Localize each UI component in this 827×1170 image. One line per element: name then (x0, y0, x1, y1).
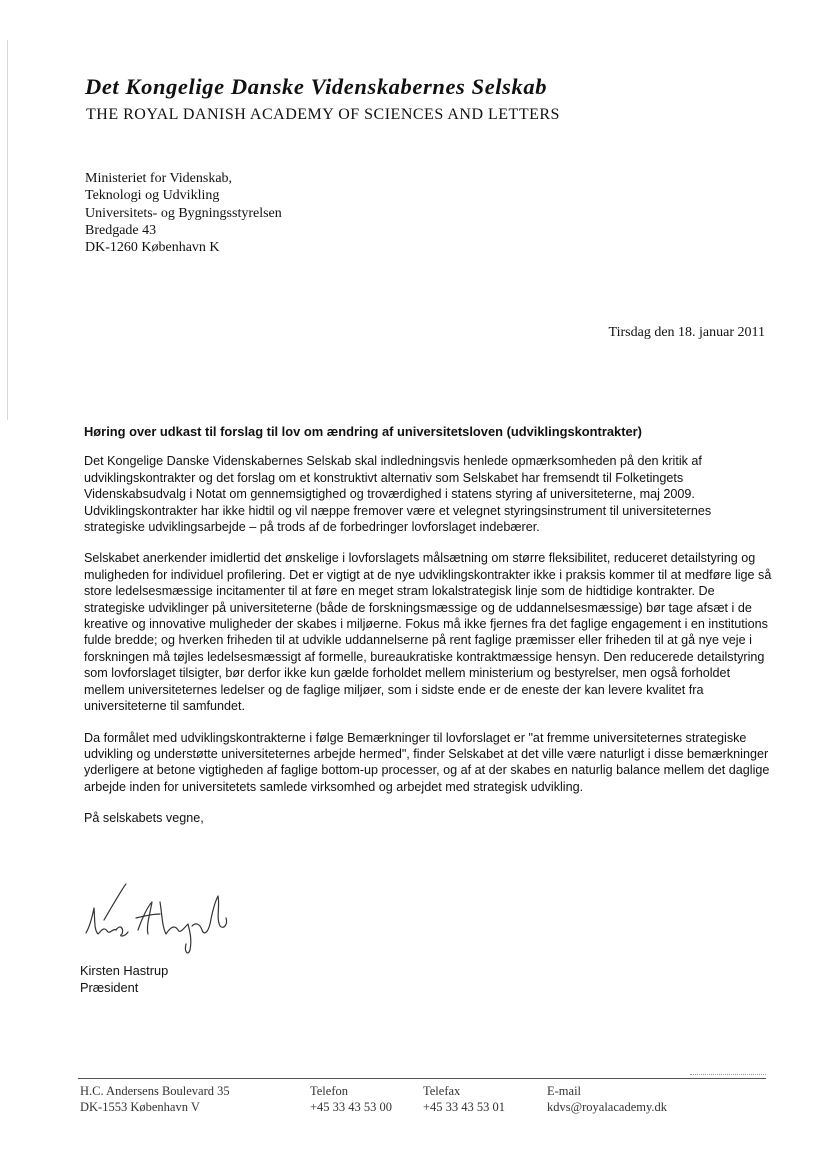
footer-divider (78, 1078, 766, 1079)
letterhead-subtitle: THE ROYAL DANISH ACADEMY OF SCIENCES AND LETTERS (86, 106, 560, 123)
address-line: Universitets- og Bygningsstyrelsen (85, 205, 282, 221)
recipient-address (85, 170, 485, 256)
footer-phone-label: Telefon (310, 1084, 348, 1098)
footer-fax-label: Telefax (423, 1084, 461, 1098)
footer-fax (423, 1083, 505, 1115)
footer-phone (310, 1083, 392, 1115)
footer-address-line: H.C. Andersens Boulevard 35 (80, 1084, 230, 1098)
footer-email-label: E-mail (547, 1084, 582, 1098)
address-line: DK-1260 København K (85, 240, 220, 256)
letterhead-title: Det Kongelige Danske Videnskabernes Selskab (85, 74, 548, 99)
handwritten-signature (80, 878, 230, 958)
signer-block (80, 962, 168, 996)
footer-address (80, 1083, 230, 1115)
footer-dotted-line (690, 1074, 766, 1075)
scan-edge-line (7, 40, 8, 420)
footer-email (547, 1083, 667, 1115)
footer-email-value[interactable]: kdvs@royalacademy.dk (547, 1100, 668, 1114)
subject-line: Høring over udkast til forslag til lov om ændring af universitetsloven (udviklingskontrakter) (84, 424, 642, 439)
address-line: Ministeriet for Videnskab, (85, 171, 233, 186)
closing-line: På selskabets vegne, (84, 811, 204, 826)
letter-date: Tirsdag den 18. januar 2011 (608, 325, 765, 340)
body-paragraph: Det Kongelige Danske Videnskabernes Selskab skal indledningsvis henlede opmærksomheden på den kritik af udviklingskontrakter og det forslag om et konstruktivt alternativ som Selskabet har fremsendt til Folketingets Videnskabsudvalg i Notat om gennemsigtighed og troværdighed i statens styring af universiteterne, maj 2009. Udviklingskontrakter har ikke hidtil og vil næppe fremover være et velegnet styringsinstrument til universiteternes strategiske udviklingsarbejde – på trods af de forbedringer lovforslaget indebærer. (84, 454, 712, 535)
body-paragraph: Da formålet med udviklingskontrakterne i følge Bemærkninger til lovforslaget er "at fremme universiteternes strategiske udvikling og understøtte universiteternes arbejde hermed", finder Selskabet at det ville være naturligt i disse bemærkninger yderligere at betone vigtigheden af faglige bottom-up processer, og af at der skabes en naturlig balance mellem det daglige arbejde inden for universitetets samlede virksomhed og arbejdet med strategisk udvikling. (84, 730, 770, 794)
footer-fax-value: +45 33 43 53 01 (423, 1100, 506, 1114)
signer-name: Kirsten Hastrup (80, 963, 169, 978)
address-line: Bredgade 43 (85, 222, 157, 238)
letter-body (84, 424, 774, 842)
footer-phone-value: +45 33 43 53 00 (310, 1100, 393, 1114)
address-line: Teknologi og Udvikling (85, 188, 220, 204)
body-paragraph: Selskabet anerkender imidlertid det ønskelige i lovforslagets målsætning om større fleksibilitet, reduceret detailstyring og muligheden for individuel profilering. Det er vigtigt at de nye udviklingskontrakter ikke i praksis kommer til at medføre lige så store ledelsesmæssige incitamenter til at føre en meget stram lokalstrategisk linje som de hidtidige kontrakter. De strategiske udviklinger på universiteterne (både de forskningsmæssige og de uddannelsesmæssige) bør tage afsæt i de kreative og innovative muligheder der skabes i miljøerne. Fokus må ikke fjernes fra det faglige engagement i en institutions fulde bredde; og hverken friheden til at udvikle uddannelserne på rent faglige præmisser eller friheden til at gå nye veje i forskningen må tøjles ledelsesmæssigt af formelle, bureaukratiske kontraktmæssige hensyn. Den reducerede detailstyring som lovforslaget tilsigter, bør derfor ikke kun gælde forholdet mellem ministerium og bestyrelser, men også forholdet mellem universiteternes ledelser og de faglige miljøer, som i sidste ende er de eneste der kan levere kvalitet fra universiteterne til samfundet. (84, 551, 772, 714)
footer-address-line: DK-1553 København V (80, 1100, 200, 1114)
signer-title: Præsident (80, 980, 139, 995)
